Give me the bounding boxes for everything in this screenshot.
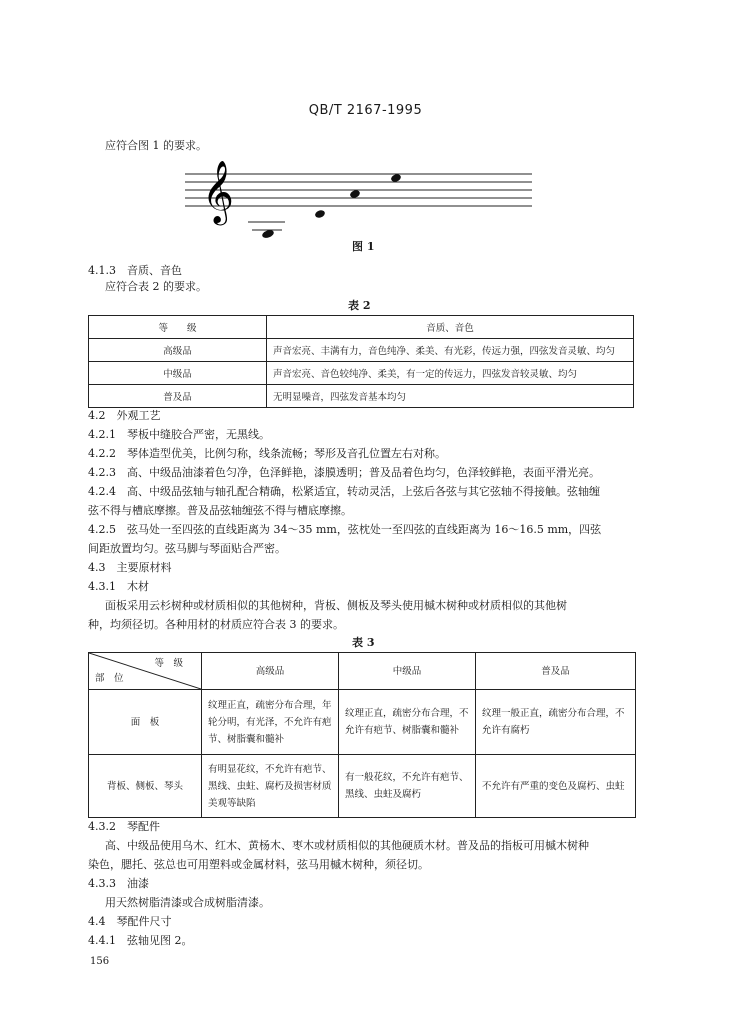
table-header-cell: 中级品 <box>339 653 476 690</box>
table-3 <box>88 652 636 818</box>
section-4-2-1: 4.2.1 琴板中缝胶合严密，无黑线。 <box>88 428 270 441</box>
note-d <box>314 209 326 219</box>
table-header-cell: 普及品 <box>476 653 636 690</box>
table-cell: 声音宏亮、音色较纯净、柔美，有一定的传远力，四弦发音较灵敏、均匀 <box>267 362 634 385</box>
section-4-2-2: 4.2.2 琴体造型优美，比例匀称，线条流畅；琴形及音孔位置左右对称。 <box>88 447 446 460</box>
section-4-2-4-line1: 4.2.4 高、中级品弦轴与轴孔配合精确，松紧适宜，转动灵活，上弦后各弦与其它弦轴不得接触。弦轴缠 <box>88 485 600 498</box>
figure-1-staff <box>180 150 540 250</box>
table-row <box>89 653 636 690</box>
table-cell: 声音宏亮、丰满有力，音色纯净、柔美、有光彩，传远力强，四弦发音灵敏、均匀 <box>267 339 634 362</box>
table-row <box>89 385 634 408</box>
section-4-3-1: 4.3.1 木材 <box>88 580 149 593</box>
section-4-2: 4.2 外观工艺 <box>88 409 161 422</box>
section-4-2-3: 4.2.3 高、中级品油漆着色匀净，色泽鲜艳，漆膜透明；普及品着色均匀，色泽较鲜艳，表面平滑光亮。 <box>88 466 600 479</box>
table-row <box>89 316 634 339</box>
section-4-1-3-heading <box>88 262 182 278</box>
page-number: 156 <box>90 956 110 967</box>
staff-lines <box>185 174 532 230</box>
section-4-2-4-line2: 弦不得与槽底摩擦。普及品弦轴缠弦不得与槽底摩擦。 <box>88 504 352 517</box>
table-cell: 纹理一般正直，疏密分布合理，不允许有腐朽 <box>476 690 636 755</box>
section-4-3-3-text: 用天然树脂清漆或合成树脂清漆。 <box>105 896 270 909</box>
table-cell: 背板、侧板、琴头 <box>89 755 202 818</box>
diag-top-label: 等 级 <box>154 658 183 669</box>
table-cell: 纹理正直，疏密分布合理，年轮分明，有光泽，不允许有疤节、树脂囊和髓补 <box>202 690 339 755</box>
section-4-1-3-text: 应符合表 2 的要求。 <box>105 280 207 293</box>
section-4-3: 4.3 主要原材料 <box>88 561 172 574</box>
table-row <box>89 755 636 818</box>
intro-text: 应符合图 1 的要求。 <box>105 139 207 152</box>
table-cell: 有一般花纹，不允许有疤节、黑线、虫蛀及腐朽 <box>339 755 476 818</box>
diag-bottom-label: 部 位 <box>95 673 124 684</box>
table-cell: 普及品 <box>89 385 267 408</box>
section-4-3-1-line2: 种，均须径切。各种用材的材质应符合表 3 的要求。 <box>88 618 344 631</box>
table-cell: 无明显噪音，四弦发音基本均匀 <box>267 385 634 408</box>
table-2 <box>88 315 634 408</box>
table-cell: 高级品 <box>89 339 267 362</box>
table-cell: 面 板 <box>89 690 202 755</box>
page-header: QB/T 2167-1995 <box>308 103 423 118</box>
table-row <box>89 362 634 385</box>
section-4-2-5-line2: 间距放置均匀。弦马脚与琴面贴合严密。 <box>88 542 286 555</box>
note-a <box>349 189 361 199</box>
table-cell: 纹理正直，疏密分布合理，不允许有疤节、树脂囊和髓补 <box>339 690 476 755</box>
table-header-cell: 音质、音色 <box>267 316 634 339</box>
table-header-cell: 等 级 <box>89 316 267 339</box>
section-4-3-2-line1: 高、中级品使用乌木、红木、黄杨木、枣木或材质相似的其他硬质木材。普及品的指板可用槭木树种 <box>105 839 589 852</box>
table-3-caption: 表 3 <box>352 636 375 649</box>
table-cell: 不允许有严重的变色及腐朽、虫蛀 <box>476 755 636 818</box>
table-cell: 中级品 <box>89 362 267 385</box>
section-title: 音质、音色 <box>127 264 182 277</box>
section-4-3-3: 4.3.3 油漆 <box>88 877 149 890</box>
note-e <box>390 173 402 183</box>
section-4-4-1: 4.4.1 弦轴见图 2。 <box>88 934 193 947</box>
table-cell: 有明显花纹，不允许有疤节、黑线、虫蛀、腐朽及损害材质美观等缺陷 <box>202 755 339 818</box>
table-row <box>89 339 634 362</box>
section-4-2-5-line1: 4.2.5 弦马处一至四弦的直线距离为 34～35 mm，弦枕处一至四弦的直线距离为 16～16.5 mm，四弦 <box>88 523 602 536</box>
table-row <box>89 690 636 755</box>
figure-caption: 图 1 <box>352 240 375 253</box>
section-number: 4.1.3 <box>88 264 116 277</box>
section-4-3-1-line1: 面板采用云杉树种或材质相似的其他树种，背板、侧板及琴头使用槭木树种或材质相似的其他树 <box>105 599 567 612</box>
table-diagonal-cell <box>89 653 202 690</box>
table-header-cell: 高级品 <box>202 653 339 690</box>
table-2-caption: 表 2 <box>348 299 371 312</box>
section-4-4: 4.4 琴配件尺寸 <box>88 915 172 928</box>
section-4-3-2: 4.3.2 琴配件 <box>88 820 160 833</box>
treble-clef-icon: 𝄞 <box>202 160 234 223</box>
section-4-3-2-line2: 染色，腮托、弦总也可用塑料或金属材料，弦马用槭木树种，须径切。 <box>88 858 429 871</box>
